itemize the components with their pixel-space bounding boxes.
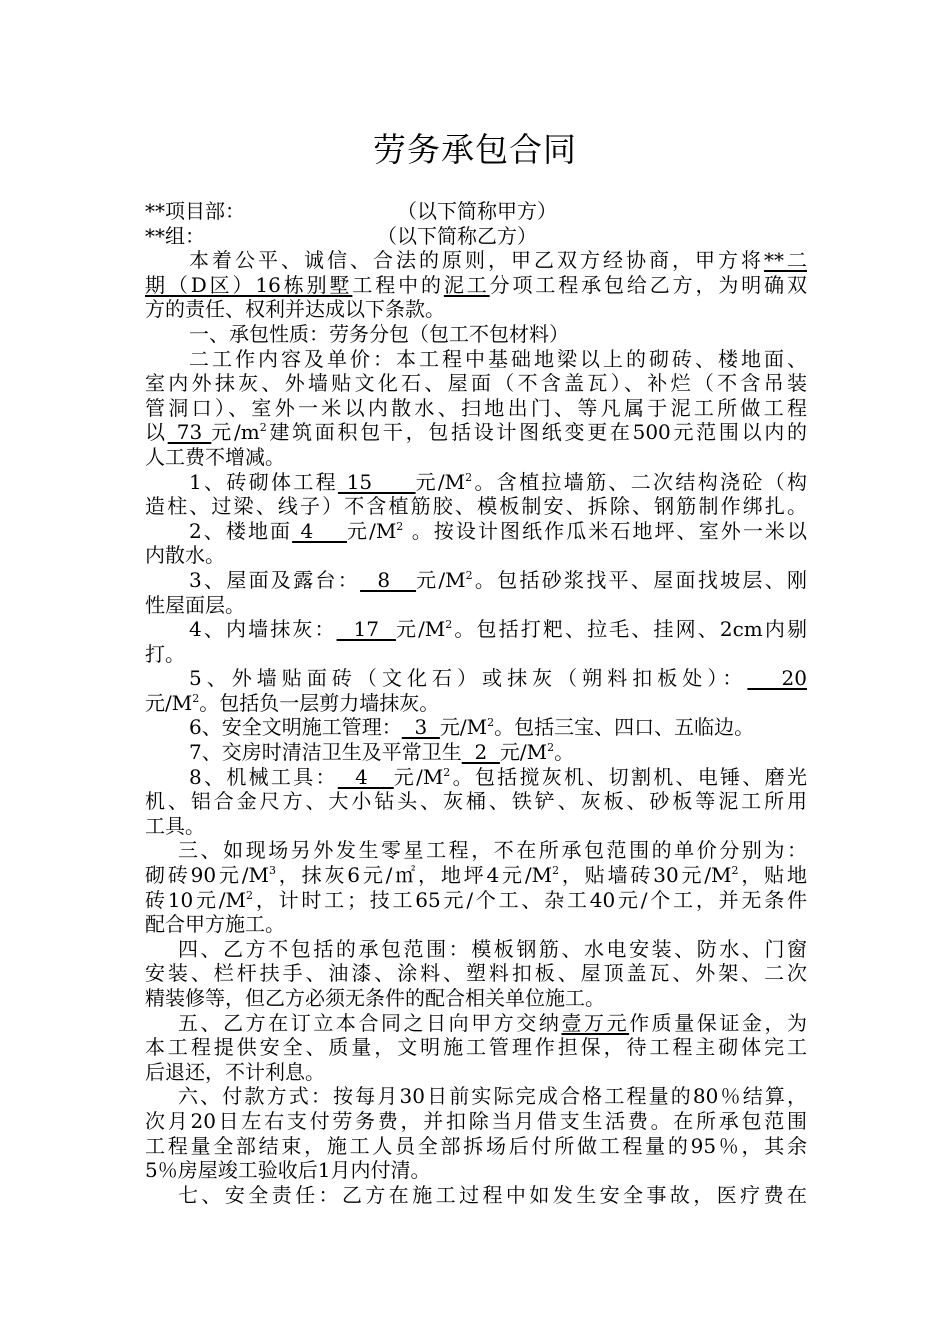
item-8-line-1 xyxy=(145,765,807,790)
text: 建筑面积包干，包括设计图纸变更在500元范围以内的 xyxy=(266,420,807,445)
superscript: 2 xyxy=(465,470,473,484)
text: 作质量保证金，为 xyxy=(629,1010,808,1035)
unit: 元/M xyxy=(439,715,488,740)
section-3-line-3 xyxy=(145,888,807,913)
unit: 元/M xyxy=(416,567,466,592)
section-5-line-2: 本工程提供安全、质量，文明施工管理作担保，待工程主砌体完工 xyxy=(145,1035,807,1060)
item-desc: 。包括三宝、四口、五临边。 xyxy=(494,715,755,740)
item-label: 8、机械工具： xyxy=(189,764,338,789)
project-name-part: 期（D区）16栋别墅 xyxy=(145,272,353,297)
unit: 元/M xyxy=(415,469,466,494)
item-label: 7、交房时清洁卫生及平常卫生 xyxy=(189,740,462,765)
superscript: 2 xyxy=(396,519,404,533)
item-2-line-2: 内散水。 xyxy=(145,543,225,568)
unit: 元/M xyxy=(499,740,548,765)
superscript: 3 xyxy=(268,864,276,878)
party-a-line xyxy=(145,199,807,224)
section-2-line-5: 人工费不增减。 xyxy=(145,444,285,469)
text: ，抹灰6元/㎡，地坪4元/M xyxy=(275,863,553,888)
intro-line-2 xyxy=(145,273,807,298)
unit: 元/M xyxy=(145,690,193,715)
unit: 元/M xyxy=(347,518,397,543)
deposit-amount: 壹万元 xyxy=(561,1010,630,1035)
party-b-note: （以下简称乙方） xyxy=(377,223,537,248)
unit-price: 73 xyxy=(167,420,212,445)
item-5-line-1 xyxy=(145,666,807,691)
item-label: 5、外墙贴面砖（文化石）或抹灰（朔料扣板处）： xyxy=(189,666,748,691)
item-label: 6、安全文明施工管理： xyxy=(189,715,402,740)
item-8-line-2: 机、铝合金尺方、大小钻头、灰桶、铁铲、灰板、砂板等泥工所用 xyxy=(145,789,807,814)
section-2-line-1: 二工作内容及单价：本工程中基础地梁以上的砌砖、楼地面、 xyxy=(189,346,807,371)
item-3-line-1 xyxy=(145,568,807,593)
item-desc: 。按设计图纸作瓜米石地坪、室外一米以 xyxy=(403,518,808,543)
section-2-line-4 xyxy=(145,420,807,445)
superscript: 2 xyxy=(445,618,453,632)
item-8-line-3: 工具。 xyxy=(145,813,205,838)
item-desc: 。含植拉墙筋、二次结构浇砼（构 xyxy=(472,469,808,494)
item-label: 3、屋面及露台： xyxy=(189,567,361,592)
unit-price: 20 xyxy=(747,666,807,691)
item-2-line-1 xyxy=(145,519,807,544)
section-1-line: 一、承包性质：劳务分包（包工不包材料） xyxy=(189,321,569,346)
item-1-line-1 xyxy=(145,470,807,495)
item-4-line-2: 打。 xyxy=(145,641,185,666)
section-6-line-3: 工程量全部结束，施工人员全部拆场后付所做工程量的95％，其余 xyxy=(145,1133,807,1158)
section-2-line-3: 管洞口）、室外一米以内散水、扫地出门、等凡属于泥工所做工程 xyxy=(145,395,807,420)
unit-price: 3 xyxy=(401,715,440,740)
trade-name: 泥工 xyxy=(443,272,490,297)
superscript: 2 xyxy=(443,765,451,779)
text: 砌砖90元/M xyxy=(145,863,269,888)
intro-text: 分项工程承包给乙方，为明确双 xyxy=(489,272,808,297)
party-a-label: **项目部： xyxy=(145,199,245,223)
section-7-line-1: 七、安全责任：乙方在施工过程中如发生安全事故，医疗费在 xyxy=(178,1182,807,1207)
item-desc: 。包括砂浆找平、屋面找坡层、刚 xyxy=(472,567,807,592)
item-4-line-1 xyxy=(145,617,807,642)
text: 以 xyxy=(145,420,168,445)
superscript: 2 xyxy=(552,864,560,878)
unit: 元/M xyxy=(393,764,444,789)
section-6-line-4: 5％房屋竣工验收后1月内付清。 xyxy=(145,1158,431,1183)
text: ，贴地 xyxy=(738,863,808,888)
section-2-line-2: 室内外抹灰、外墙贴文化石、屋面（不含盖瓦）、补烂（不含吊装 xyxy=(145,371,807,396)
section-6-line-1: 六、付款方式：按每月30日前实际完成合格工程量的80％结算， xyxy=(178,1084,807,1109)
unit: 元/M xyxy=(395,617,446,642)
item-1-line-2: 造柱、过梁、线子）不含植筋胶、模板制安、拆除、钢筋制作绑扎。 xyxy=(145,494,807,519)
superscript: 2 xyxy=(465,568,473,582)
unit: 元/m xyxy=(211,420,260,445)
item-7-line xyxy=(145,740,807,765)
section-3-line-1: 三、如现场另外发生零星工程，不在所承包范围的单价分别为： xyxy=(178,838,807,863)
item-3-line-2: 性屋面层。 xyxy=(145,592,245,617)
superscript: 2 xyxy=(547,741,555,755)
unit-price: 17 xyxy=(336,617,396,642)
intro-line-1 xyxy=(145,248,807,273)
unit-price: 4 xyxy=(337,764,394,789)
superscript: 2 xyxy=(731,864,739,878)
section-5-line-3: 后退还，不计利息。 xyxy=(145,1059,325,1084)
intro-text: 工程中的 xyxy=(352,272,444,297)
unit-price: 2 xyxy=(461,740,500,765)
project-name-part: **二 xyxy=(764,248,807,273)
text: ，贴墙砖30元/M xyxy=(559,863,732,888)
item-label: 2、楼地面 xyxy=(189,518,293,543)
item-desc: 。 xyxy=(554,740,575,765)
section-4-line-1: 四、乙方不包括的承包范围：模板钢筋、水电安装、防水、门窗 xyxy=(178,936,807,961)
party-b-label: **组： xyxy=(145,223,205,248)
text: 五、乙方在订立本合同之日向甲方交纳 xyxy=(178,1010,562,1035)
unit-price: 15 xyxy=(338,469,416,494)
item-label: 1、砖砌体工程 xyxy=(189,469,339,494)
superscript: 2 xyxy=(192,691,200,705)
item-label: 4、内墙抹灰： xyxy=(189,617,337,642)
item-desc: 。包括搅灰机、切割机、电锤、磨光 xyxy=(450,764,808,789)
section-5-line-1 xyxy=(145,1011,807,1036)
section-4-line-2: 安装、栏杆扶手、油漆、涂料、塑料扣板、屋顶盖瓦、外架、二次 xyxy=(145,961,807,986)
superscript: 2 xyxy=(487,716,495,730)
item-6-line xyxy=(145,715,807,740)
text: ，计时工；技工65元/个工、杂工40元/个工，并无条件 xyxy=(253,887,808,912)
superscript: 2 xyxy=(259,421,267,435)
superscript: 2 xyxy=(246,888,254,902)
item-5-line-2 xyxy=(145,691,807,716)
document-title: 劳务承包合同 xyxy=(373,130,577,169)
intro-line-3: 方的责任、权利并达成以下条款。 xyxy=(145,297,445,322)
section-6-line-2: 次月20日左右支付劳务费，并扣除当月借支生活费。在所承包范围 xyxy=(145,1108,807,1133)
item-desc: 。包括打粑、拉毛、挂网、2cm内剔 xyxy=(452,617,808,642)
section-3-line-4: 配合甲方施工。 xyxy=(145,912,285,937)
party-a-note: （以下简称甲方） xyxy=(397,199,557,223)
section-4-line-3: 精装修等，但乙方必须无条件的配合相关单位施工。 xyxy=(145,986,605,1010)
intro-text: 本着公平、诚信、合法的原则，甲乙双方经协商，甲方将 xyxy=(189,248,764,273)
unit-price: 4 xyxy=(292,518,347,543)
party-b-line xyxy=(145,224,807,249)
text: 砖10元/M xyxy=(145,887,247,912)
unit-price: 8 xyxy=(360,567,417,592)
item-desc: 。包括负一层剪力墙抹灰。 xyxy=(199,690,440,715)
contract-body xyxy=(145,199,807,1207)
section-3-line-2 xyxy=(145,863,807,888)
